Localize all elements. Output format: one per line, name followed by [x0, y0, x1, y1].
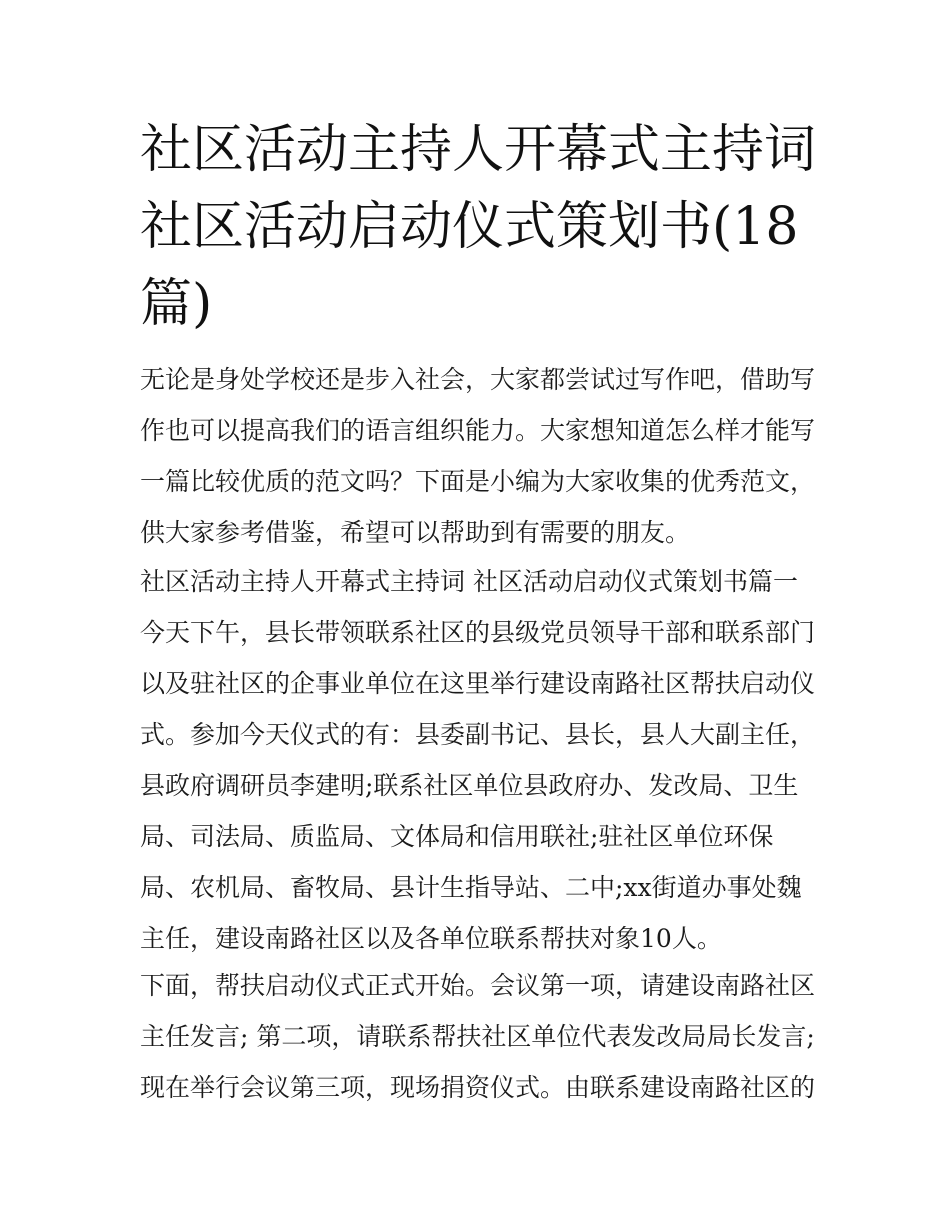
- title-line-1: 社区活动主持人开幕式主持词: [140, 120, 817, 180]
- title-line-2: 社区活动启动仪式策划书(18: [140, 197, 799, 257]
- title-line-3: 篇): [140, 274, 213, 334]
- section-one-paragraph: 社区活动主持人开幕式主持词 社区活动启动仪式策划书篇一今天下午，县长带领联系社区的县级党员领导干部和联系部门以及驻社区的企事业单位在这里举行建设南路社区帮扶启动仪式。参加今天仪式的有：县委副书记、县长，县人大副主任，县政府调研员李建明;联系社区单位县政府办、发改局、卫生局、司法局、质监局、文体局和信用联社;驻社区单位环保局、农机局、畜牧局、县计生指导站、二中;xx街道办事处魏主任，建设南路社区以及各单位联系帮扶对象10人。: [140, 567, 816, 953]
- intro-paragraph: 无论是身处学校还是步入社会，大家都尝试过写作吧，借助写作也可以提高我们的语言组织能力。大家想知道怎么样才能写一篇比较优质的范文吗？下面是小编为大家收集的优秀范文，供大家参考借鉴，希望可以帮助到有需要的朋友。: [140, 365, 816, 547]
- ceremony-paragraph: 下面，帮扶启动仪式正式开始。会议第一项，请建设南路社区主任发言; 第二项，请联系帮扶社区单位代表发改局局长发言; 现在举行会议第三项，现场捐资仪式。由联系建设南路社区的: [140, 971, 816, 1102]
- document-title: [140, 112, 830, 343]
